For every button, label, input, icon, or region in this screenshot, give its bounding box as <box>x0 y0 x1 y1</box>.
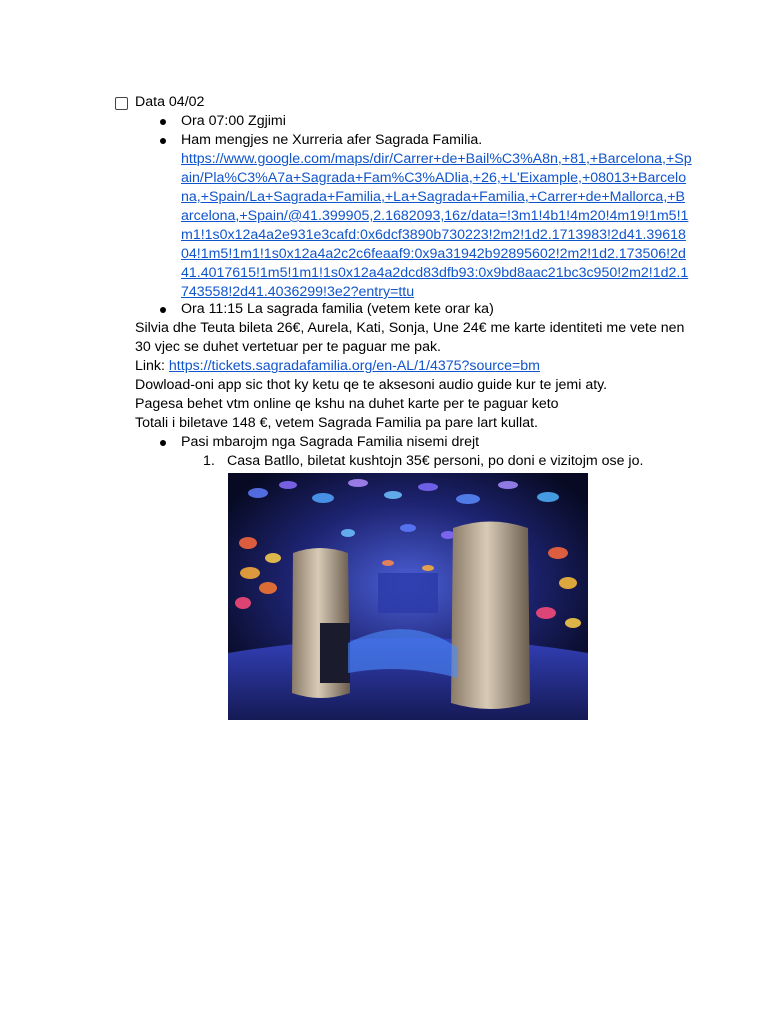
casa-batllo-photo <box>228 473 588 720</box>
bullet-icon <box>160 307 166 313</box>
checklist-checkbox[interactable] <box>115 97 128 110</box>
tickets-text-line: Silvia dhe Teuta bileta 26€, Aurela, Kati, Sonja, Une 24€ me karte identiteti me vete nen <box>135 320 685 336</box>
bullet-icon <box>160 440 166 446</box>
date-label: Data 04/02 <box>135 94 205 110</box>
maps-link-line[interactable]: 41.4017615!1m5!1m1!1s0x12a4a2dcd83dfb93:0x9bd8aac21bc3c950!2m2!1d2.1 <box>181 265 689 281</box>
app-note: Dowload-oni app sic thot ky ketu qe te aksesoni audio guide kur te jemi aty. <box>135 377 608 393</box>
maps-link-line[interactable]: arcelona,+Spain/@41.399905,2.1682093,16z/data=!3m1!4b1!4m20!4m19!1m5!1 <box>181 208 689 224</box>
list-item-sagrada-time: Ora 11:15 La sagrada familia (vetem kete orar ka) <box>181 301 494 317</box>
maps-link-line[interactable]: m1!1s0x12a4a2e931e3cafd:0x6dcf3890b730223!2m2!1d2.1713983!2d41.39618 <box>181 227 686 243</box>
maps-link-line[interactable]: 743558!2d41.4036299!3e2?entry=ttu <box>181 284 415 300</box>
bullet-icon <box>160 119 166 125</box>
tickets-link-line <box>135 357 540 376</box>
payment-note: Pagesa behet vtm online qe kshu na duhet karte per te paguar keto <box>135 396 559 412</box>
numbered-item-casa-batllo: Casa Batllo, biletat kushtojn 35€ personi, po doni e vizitojm ose jo. <box>227 453 644 469</box>
bullet-icon <box>160 138 166 144</box>
tickets-link[interactable]: https://tickets.sagradafamilia.org/en-AL/1/4375?source=bm <box>168 358 540 374</box>
maps-link-line[interactable]: na,+Spain/La+Sagrada+Familia,+La+Sagrada+Familia,+Carrer+de+Mallorca,+B <box>181 189 685 205</box>
maps-link-line[interactable]: ain/Pla%C3%A7a+Sagrada+Fam%C3%ADlia,+26,+L'Eixample,+08013+Barcelo <box>181 170 687 186</box>
link-prefix: Link: <box>135 358 169 374</box>
maps-link-line[interactable]: https://www.google.com/maps/dir/Carrer+de+Bail%C3%A8n,+81,+Barcelona,+Sp <box>181 151 692 167</box>
total-note: Totali i biletave 148 €, vetem Sagrada Familia pa pare lart kullat. <box>135 415 538 431</box>
list-item-breakfast: Ham mengjes ne Xurreria afer Sagrada Familia. <box>181 132 483 148</box>
maps-link-line[interactable]: 04!1m5!1m1!1s0x12a4a2c2c6feaaf9:0x9a31942b92895602!2m2!1d2.173506!2d <box>181 246 686 262</box>
list-item-next: Pasi mbarojm nga Sagrada Familia nisemi drejt <box>181 434 480 450</box>
tickets-text-line: 30 vjec se duhet vertetuar per te paguar me pak. <box>135 339 442 355</box>
list-item-wakeup: Ora 07:00 Zgjimi <box>181 113 286 129</box>
numbered-marker: 1. <box>203 453 215 469</box>
